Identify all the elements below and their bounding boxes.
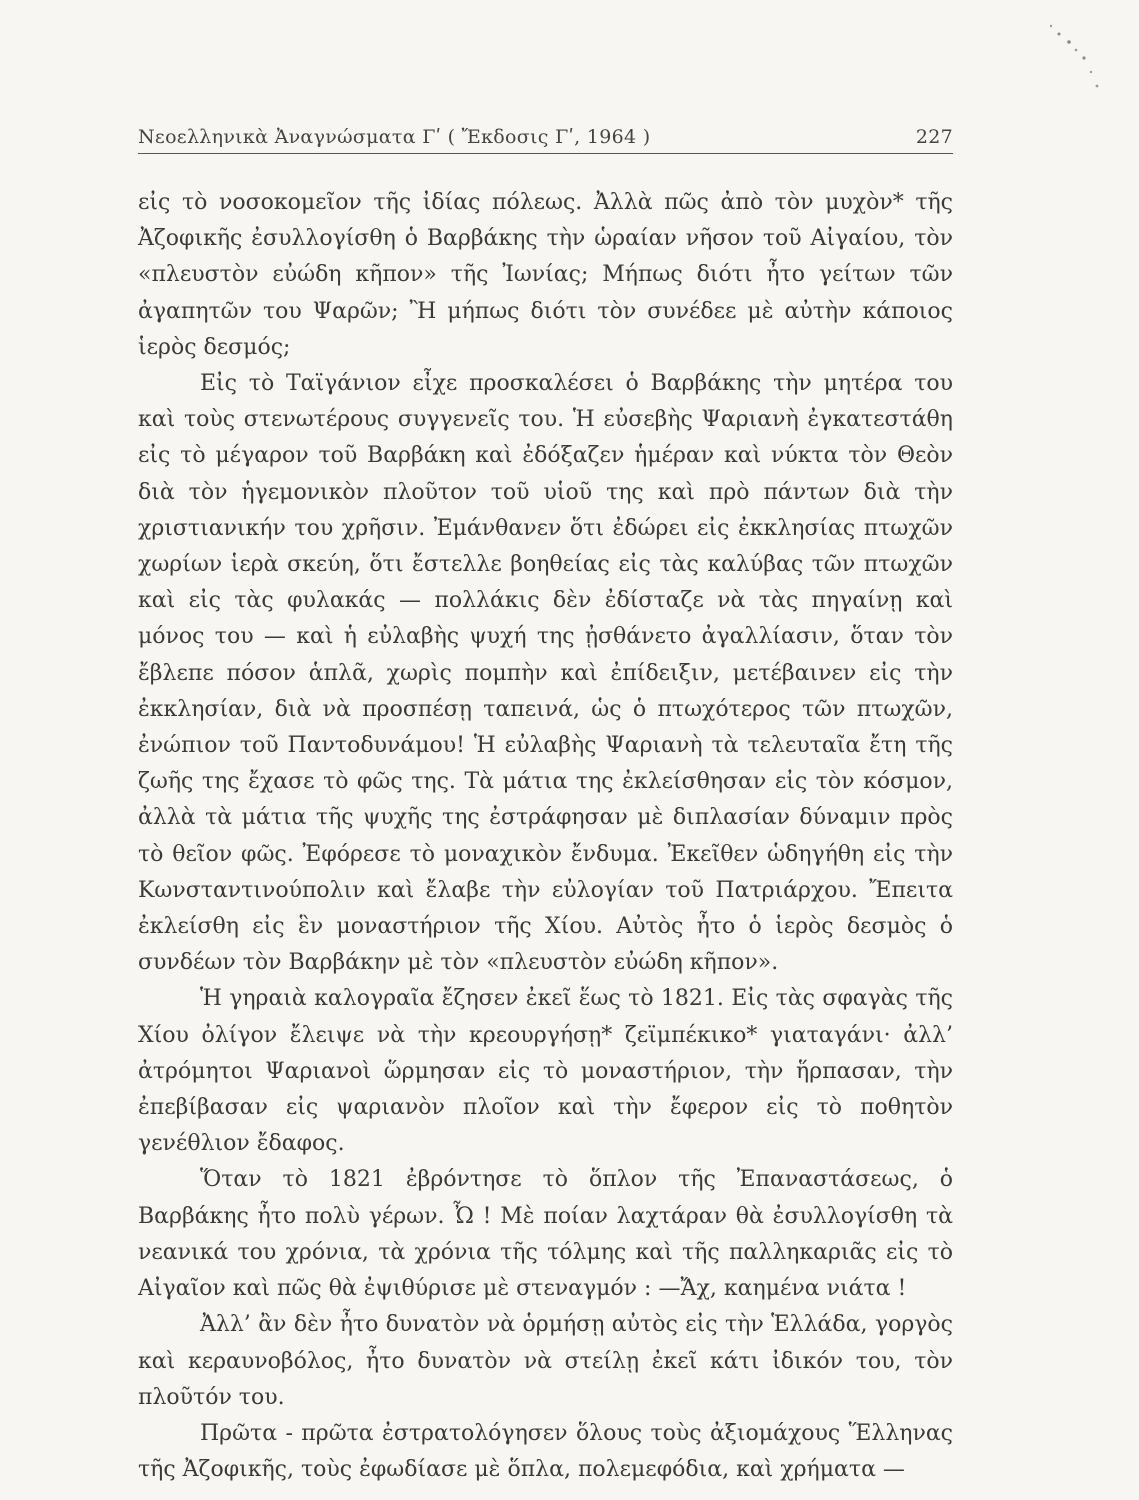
paragraph-5: Ἀλλ’ ἂν δὲν ἦτο δυνατὸν νὰ ὁρμήσῃ αὐτὸς εἰς τὴν Ἑλλάδα, γοργὸς καὶ κεραυνοβόλος, ἦτο δυνατὸν νὰ στείλῃ ἐκεῖ κάτι ἰδικόν του, τὸν πλοῦτόν του. xyxy=(138,1312,953,1410)
paragraph-1: εἰς τὸ νοσοκομεῖον τῆς ἰδίας πόλεως. Ἀλλὰ πῶς ἀπὸ τὸν μυχὸν* τῆς Ἀζοφικῆς ἐσυλλογίσθη ὁ Βαρβάκης τὴν ὡραίαν νῆσον τοῦ Αἰγαίου, τὸν «πλευστὸν εὐώδη κῆπον» τῆς Ἰωνίας; Μήπως διότι ἦτο γείτων τῶν ἀγαπητῶν του Ψαρῶν; Ἢ μήπως διότι τὸν συνέδεε μὲ αὐτὴν κάποιος ἱερὸς δεσμός; xyxy=(138,190,953,360)
header-rule xyxy=(138,153,953,154)
running-header xyxy=(138,112,953,148)
paper-specks xyxy=(1029,20,1109,110)
page-number: 227 xyxy=(915,126,953,148)
running-title: Νεοελληνικὰ Ἀναγνώσματα Γʹ ( Ἔκδοσις Γʹ, 1964 ) xyxy=(138,126,651,148)
paragraph-3: Ἡ γηραιὰ καλογραῖα ἔζησεν ἐκεῖ ἕως τὸ 1821. Εἰς τὰς σφαγὰς τῆς Χίου ὀλίγον ἔλειψε νὰ τὴν κρεουργήσῃ* ζεϊμπέκικο* γιαταγάνι· ἀλλ’ ἀτρόμητοι Ψαριανοὶ ὥρμησαν εἰς τὸ μοναστήριον, τὴν ἥρπασαν, τὴν ἐπεβίβασαν εἰς ψαριανὸν πλοῖον καὶ τὴν ἔφερον εἰς τὸ ποθητὸν γενέθλιον ἔδαφος. xyxy=(138,986,953,1157)
paragraph-2: Εἰς τὸ Ταϊγάνιον εἶχε προσκαλέσει ὁ Βαρβάκης τὴν μητέρα του καὶ τοὺς στενωτέρους συγγενεῖς του. Ἡ εὐσεβὴς Ψαριανὴ ἐγκατεστάθη εἰς τὸ μέγαρον τοῦ Βαρβάκη καὶ ἐδόξαζεν ἡμέραν καὶ νύκτα τὸν Θεὸν διὰ τὸν ἡγεμονικὸν πλοῦτον τοῦ υἱοῦ της καὶ πρὸ πάντων διὰ τὴν χριστιανικήν του χρῆσιν. Ἐμάνθανεν ὅτι ἐδώρει εἰς ἐκκλησίας πτωχῶν χωρίων ἱερὰ σκεύη, ὅτι ἔστελλε βοηθείας εἰς τὰς καλύβας τῶν πτωχῶν καὶ εἰς τὰς φυλακάς — πολλάκις δὲν ἐδίσταζε νὰ τὰς πηγαίνῃ καὶ μόνος του — καὶ ἡ εὐλαβὴς ψυχή της ᾐσθάνετο ἀγαλλίασιν, ὅταν τὸν ἔβλεπε πόσον ἁπλᾶ, χωρὶς πομπὴν καὶ ἐπίδειξιν, μετέβαινεν εἰς τὴν ἐκκλησίαν, διὰ νὰ προσπέσῃ ταπεινά, ὡς ὁ πτωχότερος τῶν πτωχῶν, ἐνώπιον τοῦ Παντοδυνάμου! Ἡ εὐλαβὴς Ψαριανὴ τὰ τελευταῖα ἔτη τῆς ζωῆς της ἔχασε τὸ φῶς της. Τὰ μάτια της ἐκλείσθησαν εἰς τὸν κόσμον, ἀλλὰ τὰ μάτια τῆς ψυχῆς της ἐστράφησαν μὲ διπλασίαν δύναμιν πρὸς τὸ θεῖον φῶς. Ἐφόρεσε τὸ μοναχικὸν ἔνδυμα. Ἐκεῖθεν ὡδηγήθη εἰς τὴν Κωνσταντινούπολιν καὶ ἔλαβε τὴν εὐλογίαν τοῦ Πατριάρχου. Ἔπειτα ἐκλείσθη εἰς ἓν μοναστήριον τῆς Χίου. Αὐτὸς ἦτο ὁ ἱερὸς δεσμὸς ὁ συνδέων τὸν Βαρβάκην μὲ τὸν «πλευστὸν εὐώδη κῆπον». xyxy=(138,371,953,976)
paragraph-6: Πρῶτα - πρῶτα ἐστρατολόγησεν ὅλους τοὺς ἀξιομάχους Ἕλληνας τῆς Ἀζοφικῆς, τοὺς ἐφωδίασε μὲ ὅπλα, πολεμεφόδια, καὶ χρήματα — xyxy=(138,1420,953,1483)
body-text xyxy=(138,185,953,1488)
paragraph-4: Ὅταν τὸ 1821 ἐβρόντησε τὸ ὅπλον τῆς Ἐπαναστάσεως, ὁ Βαρβάκης ἦτο πολὺ γέρων. Ὦ ! Μὲ ποίαν λαχτάραν θὰ ἐσυλλογίσθη τὰ νεανικά του χρόνια, τὰ χρόνια τῆς τόλμης καὶ τῆς παλληκαριᾶς εἰς τὸ Αἰγαῖον καὶ πῶς θὰ ἐψιθύρισε μὲ στεναγμόν : —Ἄχ, καημένα νιάτα ! xyxy=(138,1167,953,1302)
